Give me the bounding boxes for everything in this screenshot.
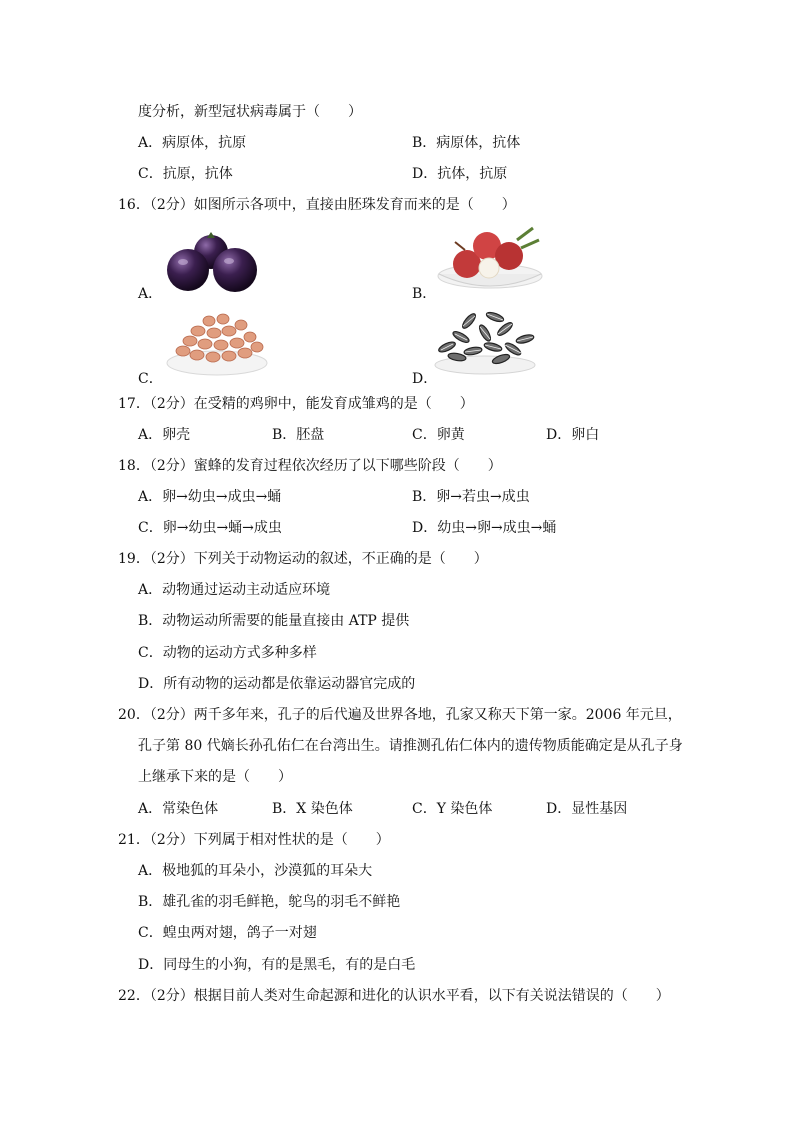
q18-stem: 18．（2分）蜜蜂的发育过程依次经历了以下哪些阶段（ ）: [118, 458, 502, 474]
q15-option-c[interactable]: C．抗原，抗体: [138, 166, 233, 182]
q21-option-b[interactable]: B．雄孔雀的羽毛鲜艳，鸵鸟的羽毛不鲜艳: [138, 894, 401, 910]
q17-option-c[interactable]: C．卵黄: [412, 427, 465, 443]
q20-stem-line-1: 20．（2分）两千多年来，孔子的后代遍及世界各地，孔家又称天下第一家。2006 年元旦，: [118, 707, 682, 723]
sunflower-seeds-image: [433, 307, 537, 377]
q16-label-d[interactable]: D．: [412, 371, 438, 387]
q19-option-c[interactable]: C．动物的运动方式多种多样: [138, 645, 317, 661]
q19-stem: 19．（2分）下列关于动物运动的叙述，不正确的是（ ）: [118, 551, 488, 567]
q19-option-a[interactable]: A．动物通过运动主动适应环境: [138, 582, 331, 598]
q20-option-a[interactable]: A．常染色体: [138, 801, 219, 817]
q21-option-d[interactable]: D．同母生的小狗，有的是黑毛，有的是白毛: [138, 957, 416, 973]
peanut-kernels-image: [165, 311, 269, 377]
q17-option-d[interactable]: D．卵白: [546, 427, 600, 443]
q16-label-c[interactable]: C．: [138, 371, 163, 387]
q22-stem: 22．（2分）根据目前人类对生命起源和进化的认识水平看，以下有关说法错误的（ ）: [118, 988, 670, 1004]
q18-option-a[interactable]: A．卵→幼虫→成虫→蛹: [138, 489, 282, 505]
q17-option-a[interactable]: A．卵壳: [138, 427, 191, 443]
q15-option-a[interactable]: A．病原体，抗原: [138, 135, 247, 151]
q20-stem-line-3: 上继承下来的是（ ）: [138, 769, 292, 785]
q16-label-a[interactable]: A．: [138, 286, 163, 302]
q21-option-a[interactable]: A．极地狐的耳朵小，沙漠狐的耳朵大: [138, 863, 373, 879]
q17-option-b[interactable]: B．胚盘: [272, 427, 325, 443]
q18-option-b[interactable]: B．卵→若虫→成虫: [412, 489, 530, 505]
q15-stem-cont: 度分析，新型冠状病毒属于（ ）: [138, 104, 362, 120]
q16-stem: 16．（2分）如图所示各项中，直接由胚珠发育而来的是（ ）: [118, 197, 516, 213]
q15-option-d[interactable]: D．抗体，抗原: [412, 166, 508, 182]
q16-label-b[interactable]: B．: [412, 286, 437, 302]
q21-stem: 21．（2分）下列属于相对性状的是（ ）: [118, 832, 390, 848]
q18-option-d[interactable]: D．幼虫→卵→成虫→蛹: [412, 520, 557, 536]
q20-option-c[interactable]: C．Y 染色体: [412, 801, 493, 817]
q17-stem: 17．（2分）在受精的鸡卵中，能发育成雏鸡的是（ ）: [118, 396, 474, 412]
q20-option-b[interactable]: B．X 染色体: [272, 801, 353, 817]
q19-option-d[interactable]: D．所有动物的运动都是依靠运动器官完成的: [138, 676, 416, 692]
q20-option-d[interactable]: D．显性基因: [546, 801, 628, 817]
q21-option-c[interactable]: C．蝗虫两对翅，鸽子一对翅: [138, 925, 317, 941]
purple-fruits-image: [163, 230, 263, 294]
q19-option-b[interactable]: B．动物运动所需要的能量直接由 ATP 提供: [138, 613, 410, 629]
q18-option-c[interactable]: C．卵→幼虫→蛹→成虫: [138, 520, 282, 536]
q15-option-b[interactable]: B．病原体，抗体: [412, 135, 521, 151]
lychees-in-bowl-image: [437, 226, 543, 296]
q20-stem-line-2: 孔子第 80 代嫡长孙孔佑仁在台湾出生。请推测孔佑仁体内的遗传物质能确定是从孔子身: [138, 738, 683, 754]
